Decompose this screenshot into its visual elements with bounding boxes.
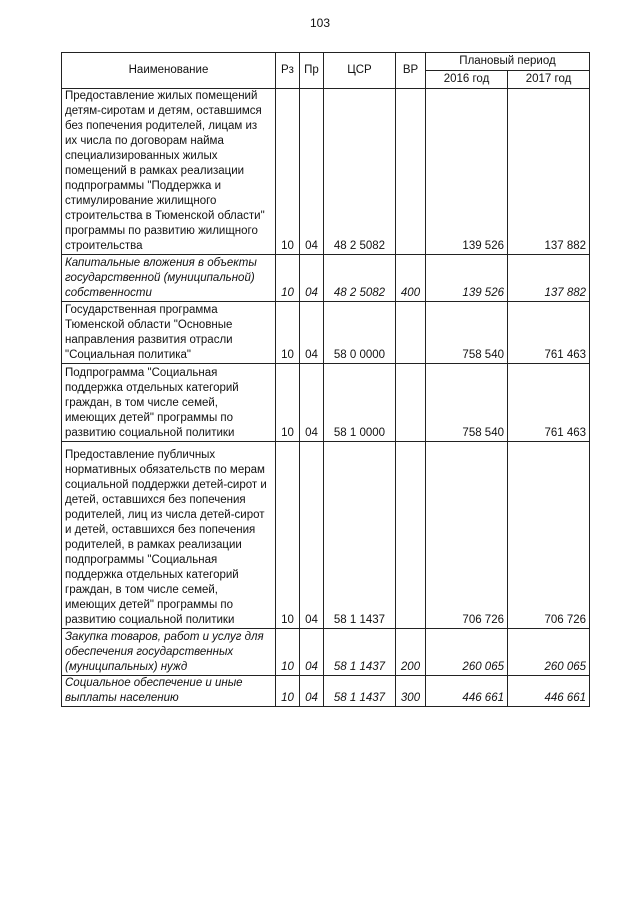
row-name: Государственная программа Тюменской области "Основные направления развития отрасли "Социальная политика": [62, 302, 276, 364]
page-number: 103: [309, 16, 331, 30]
table-row: [62, 364, 590, 442]
row-vr: [396, 364, 426, 442]
row-csr: 58 1 0000: [324, 364, 396, 442]
table-row: [62, 302, 590, 364]
row-vr: 300: [396, 676, 426, 707]
row-vr: 400: [396, 255, 426, 302]
row-rz: 10: [276, 89, 300, 255]
row-2017: 137 882: [508, 255, 590, 302]
row-vr: [396, 442, 426, 629]
row-2017: 761 463: [508, 364, 590, 442]
row-2017: 706 726: [508, 442, 590, 629]
row-rz: 10: [276, 442, 300, 629]
header-planned-period: Плановый период: [426, 53, 590, 71]
header-year-2017: 2017 год: [508, 71, 590, 89]
row-rz: 10: [276, 364, 300, 442]
table-row: [62, 89, 590, 255]
header-pr: Пр: [300, 53, 324, 89]
row-name: Закупка товаров, работ и услуг для обеспечения государственных (муниципальных) нужд: [62, 629, 276, 676]
header-year-2016: 2016 год: [426, 71, 508, 89]
row-name: Подпрограмма "Социальная поддержка отдельных категорий граждан, в том числе семей, имеющих детей" программы по развитию социальной политики: [62, 364, 276, 442]
row-name: Предоставление жилых помещений детям-сиротам и детям, оставшимся без попечения родителей, лицам из их числа по договорам найма специализированных жилых помещений в рамках реализации подпрограммы "Поддержка и стимулирование жилищного строительства в Тюменской области" программы по развитию жилищного строительства: [62, 89, 276, 255]
header-name: Наименование: [62, 53, 276, 89]
row-rz: 10: [276, 255, 300, 302]
header-rz: Рз: [276, 53, 300, 89]
row-pr: 04: [300, 255, 324, 302]
row-2016: 758 540: [426, 364, 508, 442]
row-2016: 446 661: [426, 676, 508, 707]
budget-table: [61, 52, 590, 707]
row-2017: 260 065: [508, 629, 590, 676]
row-csr: 58 1 1437: [324, 629, 396, 676]
row-pr: 04: [300, 442, 324, 629]
row-pr: 04: [300, 629, 324, 676]
row-pr: 04: [300, 676, 324, 707]
row-pr: 04: [300, 364, 324, 442]
header-csr: ЦСР: [324, 53, 396, 89]
row-vr: [396, 89, 426, 255]
table-row: [62, 255, 590, 302]
table-row: [62, 676, 590, 707]
row-rz: 10: [276, 629, 300, 676]
row-pr: 04: [300, 302, 324, 364]
row-pr: 04: [300, 89, 324, 255]
row-vr: [396, 302, 426, 364]
table-row: [62, 442, 590, 629]
row-2016: 758 540: [426, 302, 508, 364]
row-name: Предоставление публичных нормативных обязательств по мерам социальной поддержки детей-сирот и детей, оставшихся без попечения родителей, лиц из числа детей-сирот и детей, оставшихся без попечения родителей, в рамках реализации подпрограммы "Социальная поддержка отдельных категорий граждан, в том числе семей, имеющих детей" программы по развитию социальной политики: [62, 442, 276, 629]
row-name: Капитальные вложения в объекты государственной (муниципальной) собственности: [62, 255, 276, 302]
row-csr: 58 1 1437: [324, 676, 396, 707]
row-2016: 706 726: [426, 442, 508, 629]
row-2016: 260 065: [426, 629, 508, 676]
table-row: [62, 629, 590, 676]
row-csr: 48 2 5082: [324, 89, 396, 255]
row-vr: 200: [396, 629, 426, 676]
row-2016: 139 526: [426, 255, 508, 302]
row-2016: 139 526: [426, 89, 508, 255]
row-rz: 10: [276, 302, 300, 364]
row-name: Социальное обеспечение и иные выплаты населению: [62, 676, 276, 707]
row-csr: 48 2 5082: [324, 255, 396, 302]
row-csr: 58 0 0000: [324, 302, 396, 364]
row-rz: 10: [276, 676, 300, 707]
row-2017: 137 882: [508, 89, 590, 255]
row-2017: 446 661: [508, 676, 590, 707]
row-csr: 58 1 1437: [324, 442, 396, 629]
row-2017: 761 463: [508, 302, 590, 364]
header-vr: ВР: [396, 53, 426, 89]
